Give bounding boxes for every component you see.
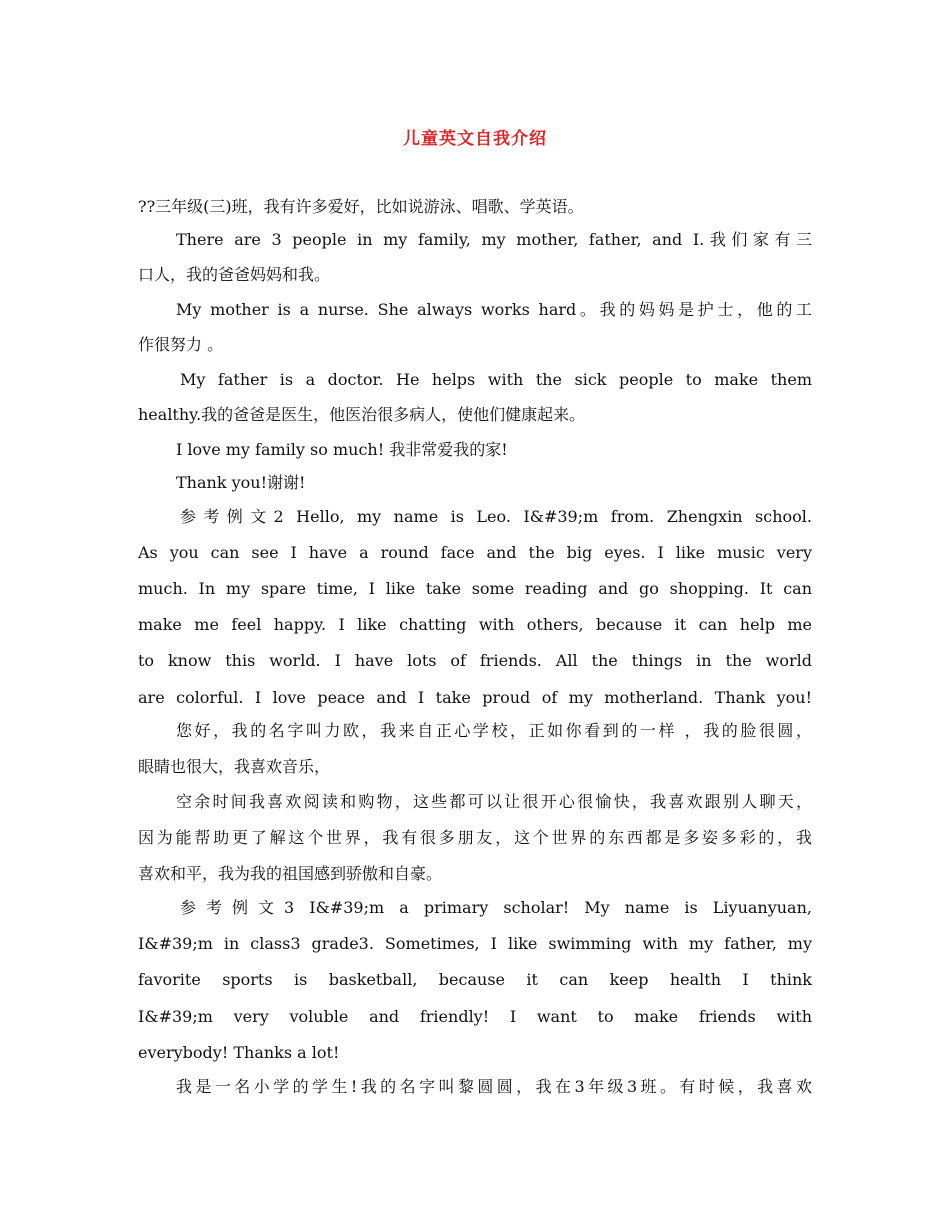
paragraph-line: My mother is a nurse. She always works hard。我的妈妈是护士，他的工 xyxy=(176,300,812,319)
paragraph-line: to know this world. I have lots of friends. All the things in the world xyxy=(138,651,812,670)
paragraph-line: everybody! Thanks a lot! xyxy=(138,1043,340,1062)
document-title: 儿童英文自我介绍 xyxy=(403,129,547,149)
paragraph-line: I love my family so much! 我非常爱我的家! xyxy=(176,440,508,459)
paragraph-line: 因为能帮助更了解这个世界，我有很多朋友，这个世界的东西都是多姿多彩的，我 xyxy=(138,828,812,847)
paragraph-line: There are 3 people in my family, my mother, father, and I.我们家有三 xyxy=(176,230,812,249)
paragraph-line: 您好，我的名字叫力欧，我来自正心学校，正如你看到的一样 ，我的脸很圆， xyxy=(176,721,812,740)
paragraph-line: 我是一名小学的学生!我的名字叫黎圆圆，我在3年级3班。有时候，我喜欢 xyxy=(176,1077,812,1096)
paragraph-line: are colorful. I love peace and I take proud of my motherland. Thank you! xyxy=(138,688,812,707)
paragraph-line: 口人，我的爸爸妈妈和我。 xyxy=(138,265,331,284)
paragraph-line: I&#39;m in class3 grade3. Sometimes, I like swimming with my father, my xyxy=(138,934,812,953)
paragraph-line: 眼睛也很大，我喜欢音乐， xyxy=(138,757,331,776)
paragraph-line: 空余时间我喜欢阅读和购物，这些都可以让很开心很愉快，我喜欢跟别人聊天， xyxy=(176,792,812,811)
paragraph-line: My father is a doctor. He helps with the sick people to make them xyxy=(180,370,812,389)
paragraph-line: healthy.我的爸爸是医生，他医治很多病人，使他们健康起来。 xyxy=(138,405,586,424)
paragraph-line: As you can see I have a round face and the big eyes. I like music very xyxy=(138,543,812,562)
paragraph-line: Thank you!谢谢! xyxy=(176,473,306,492)
paragraph-line: 作很努力 。 xyxy=(138,335,224,354)
paragraph-line: much. In my spare time, I like take some reading and go shopping. It can xyxy=(138,579,812,598)
paragraph-line: 参考例文2 Hello, my name is Leo. I&#39;m from. Zhengxin school. xyxy=(180,507,812,526)
paragraph-line: make me feel happy. I like chatting with others, because it can help me xyxy=(138,615,812,634)
paragraph-line: I&#39;m very voluble and friendly! I want to make friends with xyxy=(138,1007,812,1026)
paragraph-line: 喜欢和平，我为我的祖国感到骄傲和自豪。 xyxy=(138,864,443,883)
paragraph-line: favorite sports is basketball, because it can keep health I think xyxy=(138,970,812,989)
paragraph-line: ??三年级(三)班，我有许多爱好，比如说游泳、唱歌、学英语。 xyxy=(138,197,584,216)
paragraph-line: 参考例文3 I&#39;m a primary scholar! My name is Liyuanyuan, xyxy=(180,898,812,917)
